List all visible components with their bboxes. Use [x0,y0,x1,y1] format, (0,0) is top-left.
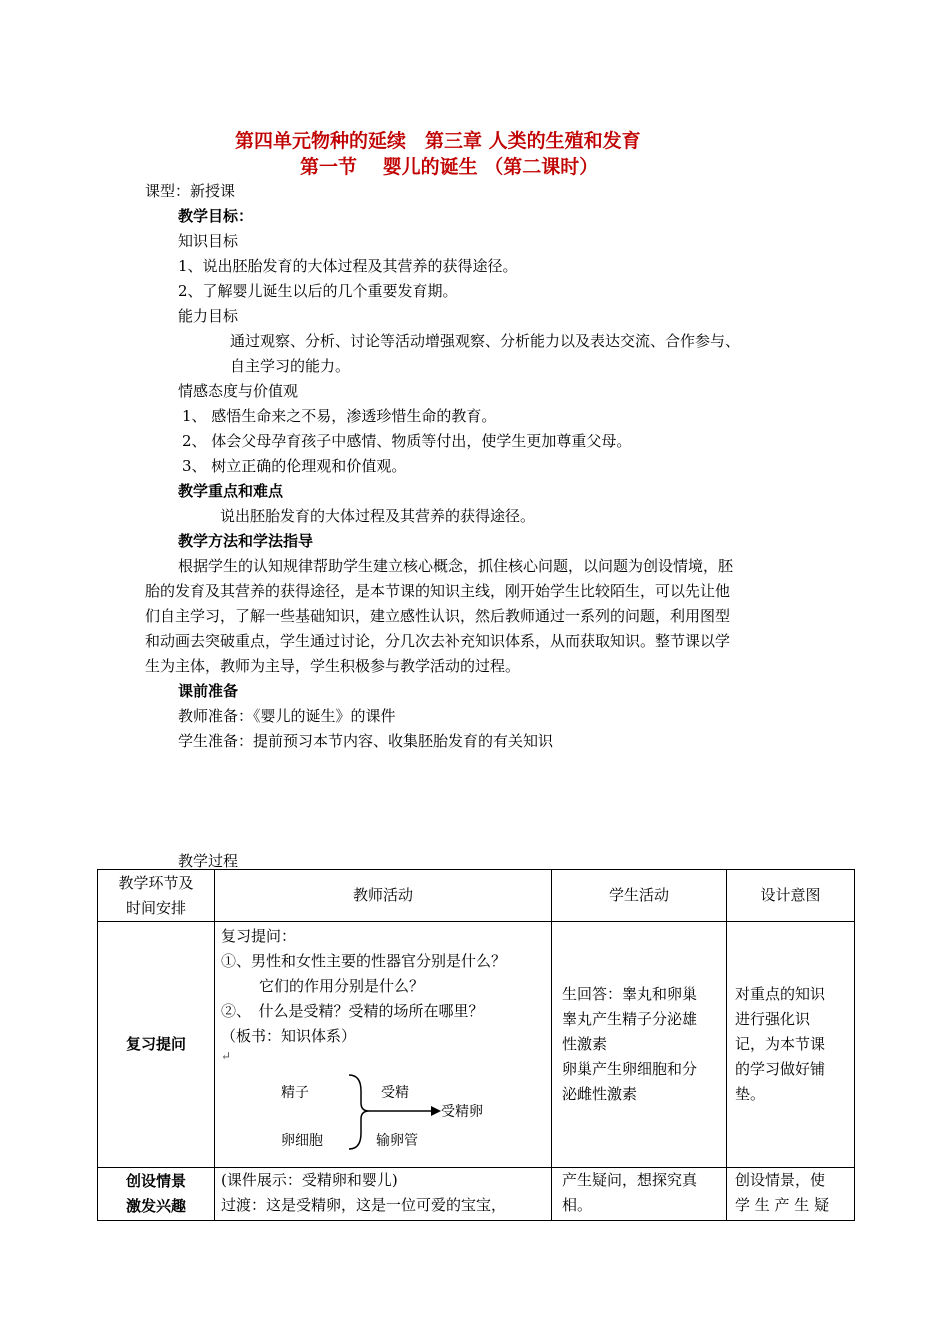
emotion-item-1: 1、 感悟生命来之不易，渗透珍惜生命的教育。 [182,407,497,425]
emotion-item-3: 3、 树立正确的伦理观和价值观。 [182,457,407,475]
ability-line-2: 自主学习的能力。 [230,357,351,375]
teacher-activity-scenario [215,1168,552,1221]
teacher-text: 过渡：这是受精卵，这是一位可爱的宝宝， [221,1196,507,1214]
title-line-1: 第四单元物种的延续 第三章 人类的生殖和发育 [235,130,641,152]
emotion-item-2: 2、 体会父母孕育孩子中感情、物质等付出，使学生更加尊重父母。 [182,432,632,450]
knowledge-heading: 知识目标 [178,232,239,250]
process-heading: 教学过程 [178,852,239,870]
purpose-text: 进行强化识 [735,1010,811,1028]
lesson-type: 课型：新授课 [145,182,236,200]
methods-line-5: 生为主体，教师为主导，学生积极参与教学活动的过程。 [145,657,521,675]
row-label-line-2: 激发兴趣 [125,1197,186,1215]
purpose-text: 记，为本节课 [735,1035,826,1053]
teacher-text: ②、 什么是受精？受精的场所在哪里？ [221,1002,484,1020]
design-intent-scenario [727,1168,855,1221]
teacher-preparation: 教师准备：《婴儿的诞生》的课件 [178,707,396,725]
ability-heading: 能力目标 [178,307,239,325]
row-label-line-1: 创设情景 [125,1172,186,1190]
table-row [98,922,855,1168]
table-header-row [98,870,855,922]
table-row [98,1168,855,1221]
preparation-heading: 课前准备 [178,682,239,700]
methods-heading: 教学方法和学法指导 [178,532,314,550]
title-line-2: 第一节 婴儿的诞生 （第二课时） [300,156,599,178]
header-stage [98,870,215,922]
fertilization-diagram [281,1073,501,1151]
key-points-text: 说出胚胎发育的大体过程及其营养的获得途径。 [220,507,536,525]
teacher-text: 它们的作用分别是什么？ [259,977,425,995]
header-student-activity: 学生活动 [552,870,727,922]
header-stage-line-1: 教学环节及 [118,873,194,892]
student-text: 相。 [562,1196,593,1214]
process-table [97,869,855,1221]
methods-line-4: 和动画去突破重点，学生通过讨论，分几次去补充知识体系，从而获取知识。整节课以学 [145,632,731,650]
student-text: 性激素 [562,1035,608,1053]
teacher-text: (课件展示：受精卵和婴儿) [221,1171,398,1189]
header-teacher-activity: 教师活动 [215,870,552,922]
purpose-text: 垫。 [735,1085,766,1103]
teacher-text: 复习提问： [221,927,297,945]
purpose-text: 对重点的知识 [735,985,826,1003]
student-text: 卵巢产生卵细胞和分 [562,1060,698,1078]
header-stage-line-2: 时间安排 [125,898,186,917]
student-text: 睾丸产生精子分泌雄 [562,1010,698,1028]
purpose-text: 学 生 产 生 疑 [735,1196,830,1214]
diagram-sperm: 精子 [281,1085,309,1101]
ability-line-1: 通过观察、分析、讨论等活动增强观察、分析能力以及表达交流、合作参与、 [230,332,741,350]
student-preparation: 学生准备：提前预习本节内容、收集胚胎发育的有关知识 [178,732,554,750]
design-intent-review [727,922,855,1168]
emotion-heading: 情感态度与价值观 [178,382,299,400]
diagram-egg-cell: 卵细胞 [281,1133,323,1149]
teacher-text: （板书：知识体系） [221,1027,357,1045]
methods-line-3: 们自主学习，了解一些基础知识，建立感性认识，然后教师通过一系列的问题，利用图型 [145,607,731,625]
diagram-fertilized-egg: 受精卵 [441,1104,483,1120]
row-label-review: 复习提问 [98,922,215,1168]
row-label-scenario [98,1168,215,1221]
methods-line-1: 根据学生的认知规律帮助学生建立核心概念，抓住核心问题，以问题为创设情境，胚 [178,557,734,575]
student-text: 泌雌性激素 [562,1085,638,1103]
diagram-oviduct: 输卵管 [376,1133,418,1149]
purpose-text: 创设情景，使 [735,1171,826,1189]
student-text: 生回答：睾丸和卵巢 [562,985,698,1003]
methods-line-2: 胎的发育及其营养的获得途径，是本节课的知识主线，刚开始学生比较陌生，可以先让他 [145,582,731,600]
student-text: 产生疑问，想探究真 [562,1171,698,1189]
key-points-heading: 教学重点和难点 [178,482,284,500]
student-activity-review [552,922,727,1168]
teacher-text: ①、男性和女性主要的性器官分别是什么？ [221,952,507,970]
purpose-text: 的学习做好铺 [735,1060,826,1078]
teacher-activity-review [215,922,552,1168]
header-design-intent: 设计意图 [727,870,855,922]
student-activity-scenario [552,1168,727,1221]
knowledge-item-1: 1、说出胚胎发育的大体过程及其营养的获得途径。 [178,257,518,275]
return-mark: ↵ [221,1049,232,1063]
diagram-fertilization: 受精 [381,1085,409,1101]
objectives-heading: 教学目标： [178,207,254,225]
knowledge-item-2: 2、了解婴儿诞生以后的几个重要发育期。 [178,282,458,300]
